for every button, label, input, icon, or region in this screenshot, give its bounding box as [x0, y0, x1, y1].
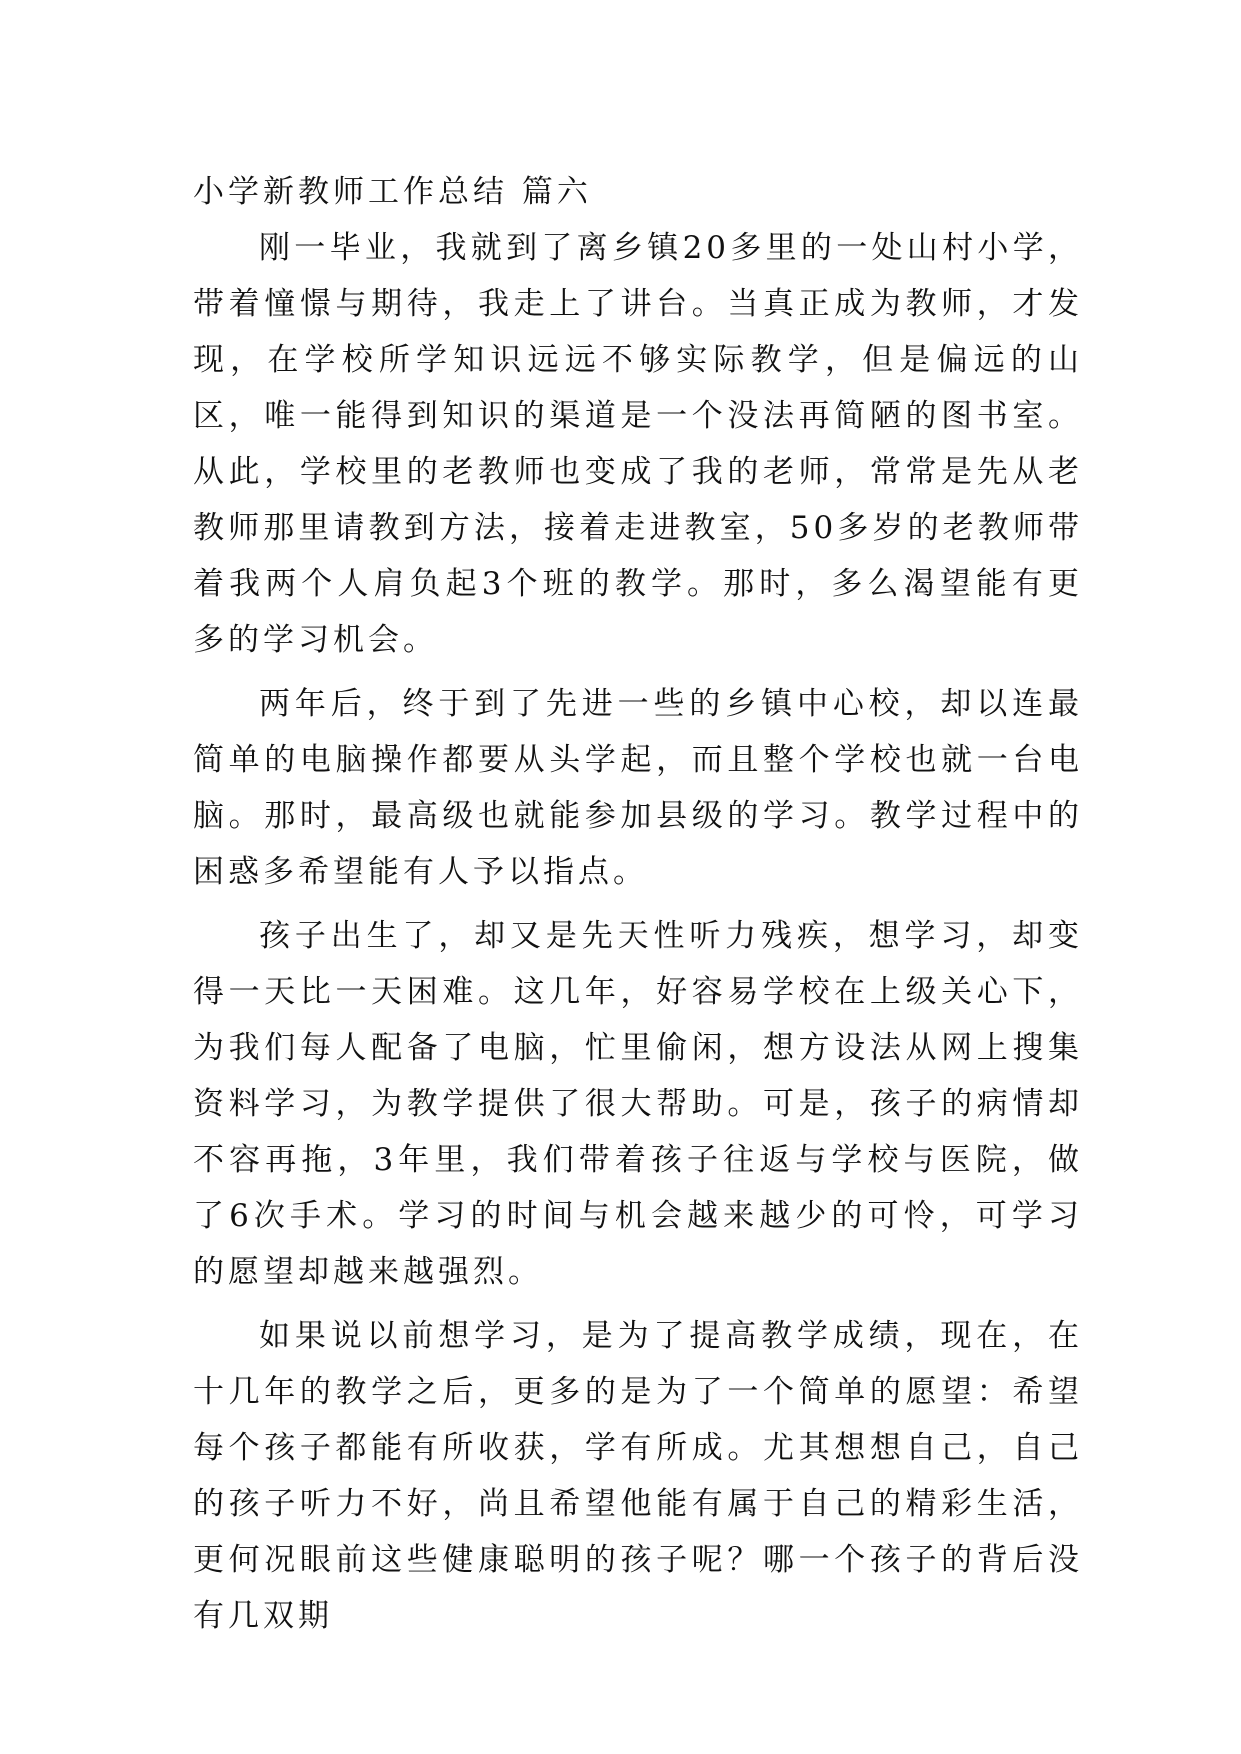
document-title: 小学新教师工作总结 篇六 [193, 174, 592, 210]
document-body [193, 164, 1083, 1652]
paragraph-2: 两年后，终于到了先进一些的乡镇中心校，却以连最简单的电脑操作都要从头学起，而且整个学校也就一台电脑。那时，最高级也就能参加县级的学习。教学过程中的困惑多希望能有人予以指点。 [193, 686, 1083, 890]
paragraph-1: 刚一毕业，我就到了离乡镇20多里的一处山村小学，带着憧憬与期待，我走上了讲台。当真正成为教师，才发现，在学校所学知识远远不够实际教学，但是偏远的山区，唯一能得到知识的渠道是一个没法再简陋的图书室。从此，学校里的老教师也变成了我的老师，常常是先从老教师那里请教到方法，接着走进教室，50多岁的老教师带着我两个人肩负起3个班的教学。那时，多么渴望能有更多的学习机会。 [193, 230, 1083, 658]
paragraph-4: 如果说以前想学习，是为了提高教学成绩，现在，在十几年的教学之后，更多的是为了一个简单的愿望：希望每个孩子都能有所收获，学有所成。尤其想想自己，自己的孩子听力不好，尚且希望他能有属于自己的精彩生活，更何况眼前这些健康聪明的孩子呢？哪一个孩子的背后没有几双期 [193, 1318, 1083, 1634]
paragraph-3: 孩子出生了，却又是先天性听力残疾，想学习，却变得一天比一天困难。这几年，好容易学校在上级关心下，为我们每人配备了电脑，忙里偷闲，想方设法从网上搜集资料学习，为教学提供了很大帮助。可是，孩子的病情却不容再拖，3年里，我们带着孩子往返与学校与医院，做了6次手术。学习的时间与机会越来越少的可怜，可学习的愿望却越来越强烈。 [193, 918, 1083, 1290]
